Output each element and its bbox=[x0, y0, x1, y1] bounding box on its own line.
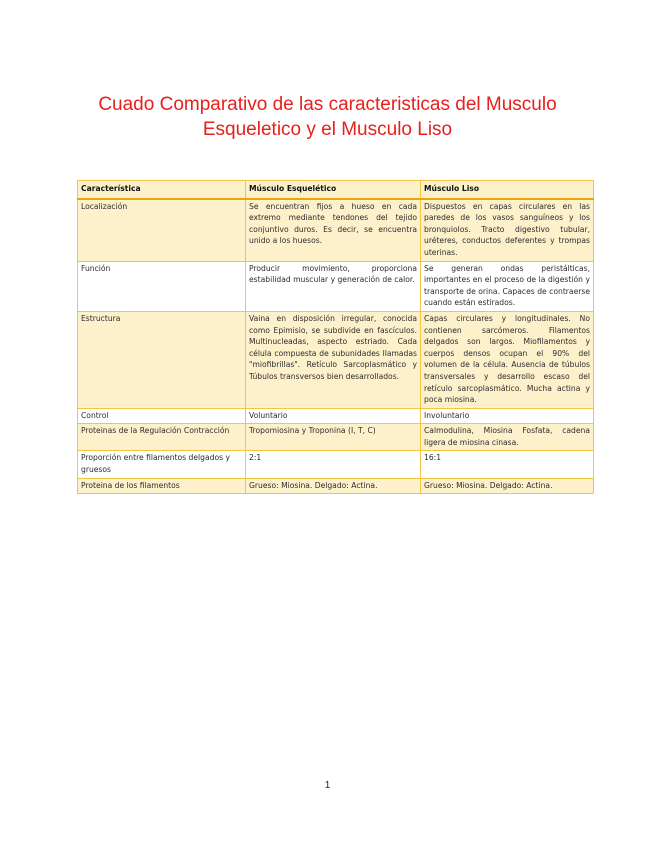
document-title-line-2: Esqueletico y el Musculo Liso bbox=[202, 119, 453, 140]
comparison-table bbox=[77, 180, 594, 494]
row-feature: Control bbox=[78, 408, 246, 424]
row-skeletal-value: Se encuentran fijos a hueso en cada extremo mediante tendones del tejido conjuntivo duros. Es decir, se encuentra unido a los huesos. bbox=[246, 199, 421, 261]
table-row-proteina-filamentos bbox=[78, 478, 594, 494]
row-feature: Proteina de los filamentos bbox=[78, 478, 246, 494]
row-smooth-value: Dispuestos en capas circulares en las paredes de los vasos sanguíneos y los bronquiolos. Tracto digestivo tubular, uréteres, conductos deferentes y trompas uterinas. bbox=[421, 199, 594, 261]
row-smooth-value: 16:1 bbox=[421, 451, 594, 478]
row-skeletal-value: Grueso: Miosina. Delgado: Actina. bbox=[246, 478, 421, 494]
row-skeletal-value: Producir movimiento, proporciona estabilidad muscular y generación de calor. bbox=[246, 261, 421, 311]
table-row-estructura bbox=[78, 311, 594, 408]
header-smooth-muscle: Músculo Liso bbox=[421, 181, 594, 199]
row-smooth-value: Calmodulina, Miosina Fosfata, cadena ligera de miosina cinasa. bbox=[421, 424, 594, 451]
row-smooth-value: Capas circulares y longitudinales. No contienen sarcómeros. Filamentos delgados son largos. Miofilamentos y cuerpos densos ocupan el 90% del volumen de la célula. Ausencia de túbulos transversales y desarrollo escaso del retículo sarcoplasmático. Mucha actina y poca miosina. bbox=[421, 311, 594, 408]
row-smooth-value: Grueso: Miosina. Delgado: Actina. bbox=[421, 478, 594, 494]
table-row-localizacion bbox=[78, 199, 594, 261]
row-feature: Función bbox=[78, 261, 246, 311]
row-skeletal-value: Vaina en disposición irregular, conocida como Epimisio, se subdivide en fascículos. Multinucleadas, aspecto estriado. Cada célula compuesta de subunidades llamadas "miofibrillas". Retículo Sarcoplasmático y Túbulos transversos bien desarrollados. bbox=[246, 311, 421, 408]
header-characteristic: Característica bbox=[78, 181, 246, 199]
row-skeletal-value: Tropomiosina y Troponina (I, T, C) bbox=[246, 424, 421, 451]
row-skeletal-value: Voluntario bbox=[246, 408, 421, 424]
row-feature: Proporción entre filamentos delgados y gruesos bbox=[78, 451, 246, 478]
header-skeletal-muscle: Músculo Esquelético bbox=[246, 181, 421, 199]
page-number: 1 bbox=[324, 780, 331, 791]
document-title bbox=[40, 92, 615, 142]
table-row-proteinas-regulacion bbox=[78, 424, 594, 451]
row-smooth-value: Involuntario bbox=[421, 408, 594, 424]
row-smooth-value: Se generan ondas peristálticas, importantes en el proceso de la digestión y transporte de orina. Capaces de contraerse cuando están estirados. bbox=[421, 261, 594, 311]
row-feature: Localización bbox=[78, 199, 246, 261]
row-feature: Proteinas de la Regulación Contracción bbox=[78, 424, 246, 451]
table-row-control bbox=[78, 408, 594, 424]
table-row-funcion bbox=[78, 261, 594, 311]
document-title-line-1: Cuado Comparativo de las caracteristicas del Musculo bbox=[98, 94, 557, 115]
table-header-row bbox=[78, 181, 594, 199]
row-skeletal-value: 2:1 bbox=[246, 451, 421, 478]
table-row-proporcion-filamentos bbox=[78, 451, 594, 478]
row-feature: Estructura bbox=[78, 311, 246, 408]
